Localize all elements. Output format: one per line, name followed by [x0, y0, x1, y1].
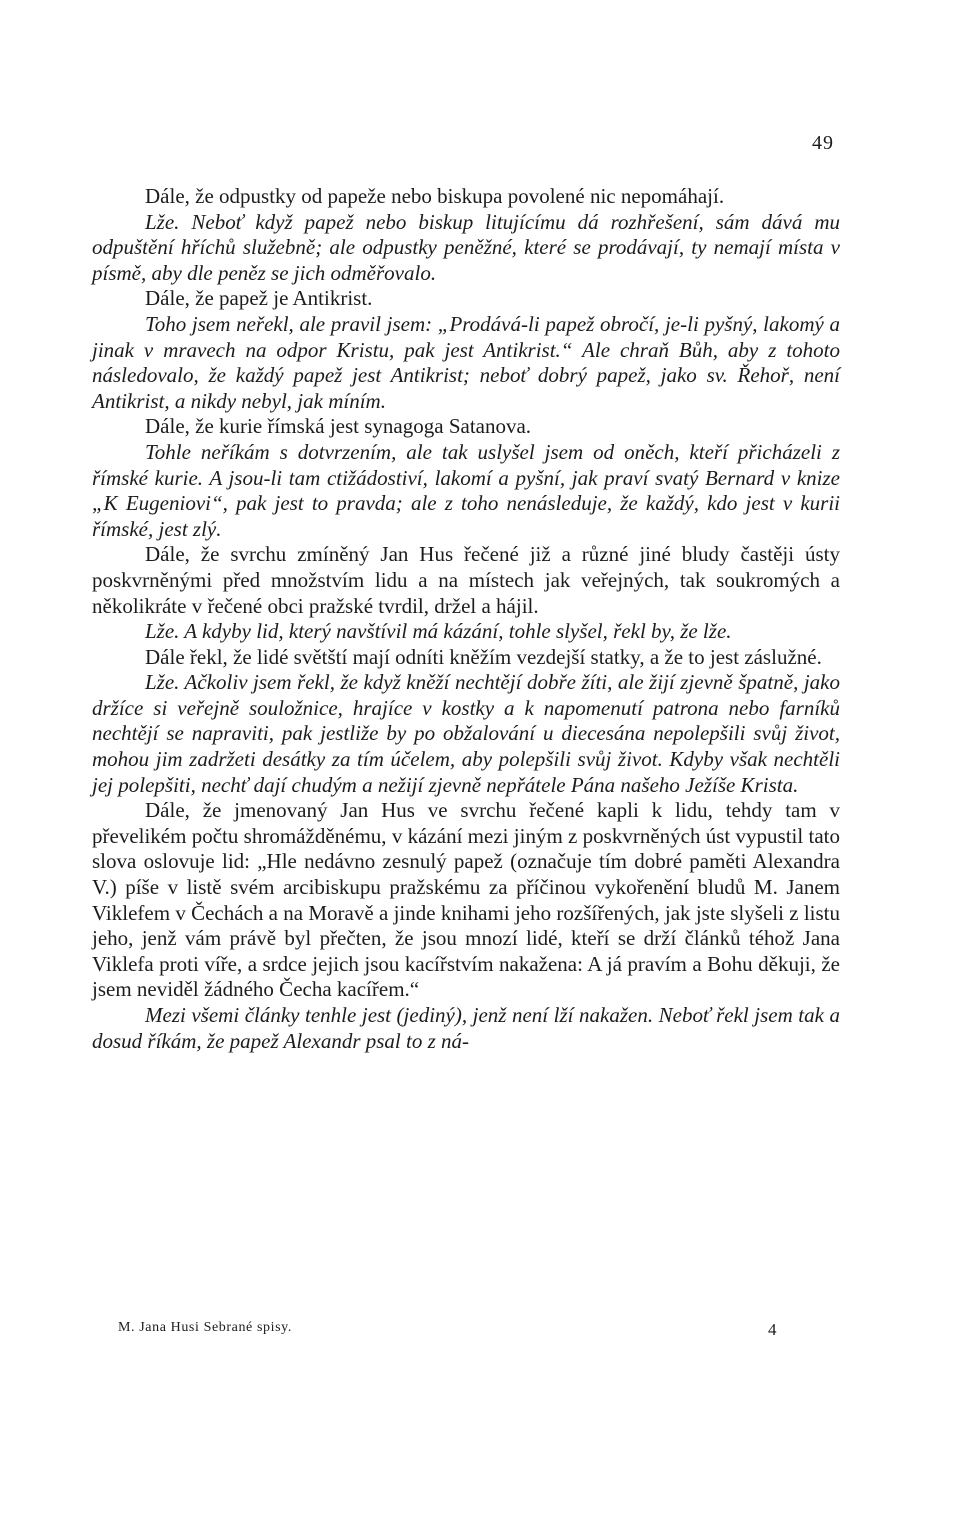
paragraph: Lže. Ačkoliv jsem řekl, že když kněží nechtějí dobře žíti, ale žijí zjevně špatně, jako držíce si veřejně souložnice, hrajíce v kostky a k napomenutí patrona nebo farníků nechtějí se napraviti, pak jestliže by po obžalování u diecesána nepolepšili svůj život, mohou jim zadržeti desátky za tím účelem, aby polepšili svůj život. Kdyby však nechtěli jej polepšiti, nechť dají chudým a nežijí zjevně nepřátele Pána našeho Ježíše Krista.	[92, 670, 840, 797]
paragraph: Dále, že kurie římská jest synagoga Satanova.	[145, 414, 532, 439]
paragraph: Dále, že papež je Antikrist.	[145, 286, 373, 311]
paragraph: Dále řekl, že lidé světští mají odníti kněžím vezdejší statky, a že to jest záslužné.	[145, 644, 822, 669]
paragraph: Lže. Neboť když papež nebo biskup litujícímu dá rozhřešení, sám dává mu odpuštění hříchů služebně; ale odpustky peněžné, které se prodávají, ty nemají místa v písmě, aby dle peněz se jich odměřovalo.	[92, 209, 840, 285]
footer-title: M. Jana Husi Sebrané spisy.	[118, 1320, 292, 1335]
paragraph: Tohle neříkám s dotvrzením, ale tak uslyšel jsem od oněch, kteří přicházeli z římské kurie. A jsou-li tam ctižádostiví, lakomí a pyšní, jak praví svatý Bernard v knize „K Eugeniovi“, pak jest to pravda; ale z toho nenásleduje, že každý, kdo jest v kurii římské, jest zlý.	[92, 439, 840, 541]
page-number: 49	[812, 132, 834, 154]
paragraph: Mezi všemi články tenhle jest (jediný), jenž není lží nakažen. Neboť řekl jsem tak a dosud říkám, že papež Alexandr psal to z ná-	[92, 1003, 840, 1053]
body-text	[92, 184, 840, 1054]
paragraph: Lže. A kdyby lid, který navštívil má kázání, tohle slyšel, řekl by, že lže.	[145, 619, 732, 644]
paragraph: Toho jsem neřekl, ale pravil jsem: „Prodává-li papež obročí, je-li pyšný, lakomý a jinak v mravech na odpor Kristu, pak jest Antikrist.“ Ale chraň Bůh, aby z tohoto následovalo, že každý papež jest Antikrist; neboť dobrý papež, jako sv. Řehoř, není Antikrist, a nikdy nebyl, jak míním.	[92, 311, 840, 413]
footer	[118, 1320, 788, 1339]
paragraph: Dále, že odpustky od papeže nebo biskupa povolené nic nepomáhají.	[145, 184, 725, 208]
signature-mark: 4	[768, 1320, 778, 1339]
paragraph: Dále, že jmenovaný Jan Hus ve svrchu řečené kapli k lidu, tehdy tam v převelikém počtu shromážděnému, v kázání mezi jiným z poskvrněných úst vypustil tato slova oslovuje lid: „Hle nedávno zesnulý papež (označuje tím dobré paměti Alexandra V.) píše v listě svém arcibiskupu pražskému za příčinou vykořenění bludů M. Janem Viklefem v Čechách a na Moravě a jinde knihami jeho rozšířených, jak jste slyšeli z listu jeho, jenž vám právě byl přečten, že jsou mnozí lidé, kteří se drží článků téhož Jana Viklefa proti víře, a srdce jejich jsou kacířstvím nakažena: A já pravím a Bohu děkuji, že jsem neviděl žádného Čecha kacířem.“	[92, 798, 840, 1002]
paragraph: Dále, že svrchu zmíněný Jan Hus řečené již a různé jiné bludy častěji ústy poskvrněnými před množstvím lidu a na místech jak veřejných, tak soukromých a několikráte v řečené obci pražské tvrdil, držel a hájil.	[92, 542, 840, 618]
